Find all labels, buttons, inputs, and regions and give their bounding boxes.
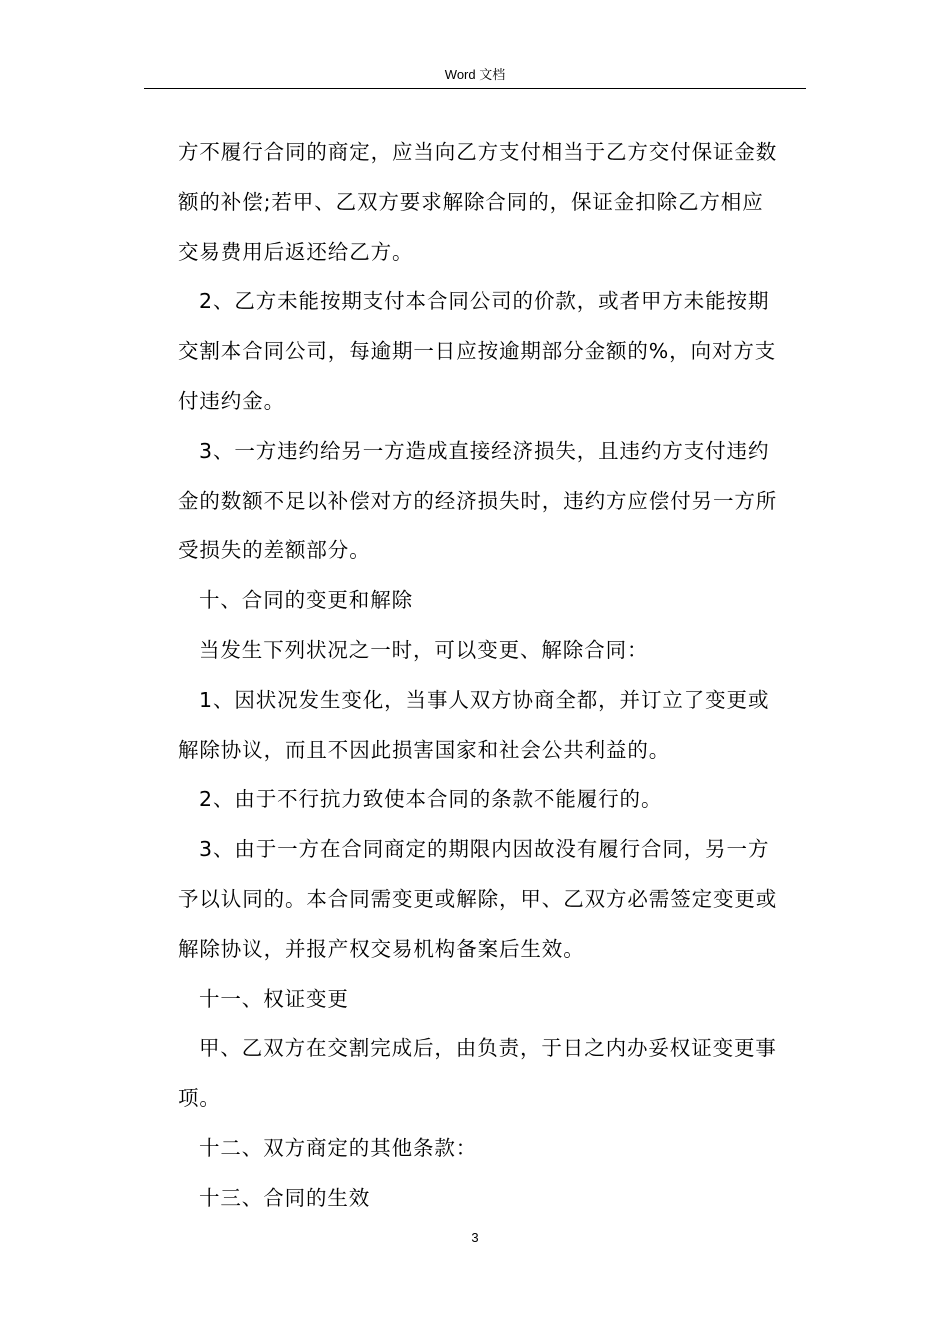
body-line: 方不履行合同的商定，应当向乙方支付相当于乙方交付保证金数	[178, 140, 778, 164]
body-line: 2、由于不行抗力致使本合同的条款不能履行的。	[199, 787, 663, 812]
body-line: 2、乙方未能按期支付本合同公司的价款，或者甲方未能按期	[199, 289, 770, 314]
section-heading: 十一、权证变更	[199, 986, 349, 1011]
body-line: 交割本合同公司，每逾期一日应按逾期部分金额的%，向对方支	[178, 339, 777, 364]
body-line: 当发生下列状况之一时，可以变更、解除合同：	[199, 637, 649, 662]
section-heading: 十二、双方商定的其他条款：	[199, 1135, 478, 1160]
body-line: 予以认同的。本合同需变更或解除，甲、乙双方必需签定变更或	[178, 886, 778, 911]
section-heading: 十三、合同的生效	[199, 1185, 371, 1210]
document-body	[178, 128, 808, 1224]
body-line: 受损失的差额部分。	[178, 538, 371, 563]
section-heading: 十、合同的变更和解除	[199, 588, 413, 613]
page-number: 3	[471, 1230, 479, 1245]
body-line: 解除协议，并报产权交易机构备案后生效。	[178, 936, 585, 961]
body-line: 付违约金。	[178, 388, 285, 413]
body-line: 金的数额不足以补偿对方的经济损失时，违约方应偿付另一方所	[178, 488, 778, 513]
page-header: Word 文档	[444, 67, 506, 82]
header-divider	[144, 88, 806, 89]
body-line: 解除协议，而且不因此损害国家和社会公共利益的。	[178, 737, 671, 762]
body-line: 3、由于一方在合同商定的期限内因故没有履行合同，另一方	[199, 837, 770, 862]
body-line: 项。	[178, 1086, 221, 1111]
body-line: 1、因状况发生变化，当事人双方协商全都，并订立了变更或	[199, 687, 770, 712]
body-line: 3、一方违约给另一方造成直接经济损失，且违约方支付违约	[199, 438, 770, 463]
body-line: 交易费用后返还给乙方。	[178, 239, 414, 264]
body-line: 额的补偿;若甲、乙双方要求解除合同的，保证金扣除乙方相应	[178, 189, 764, 214]
body-line: 甲、乙双方在交割完成后，由负责，于日之内办妥权证变更事	[199, 1036, 777, 1061]
